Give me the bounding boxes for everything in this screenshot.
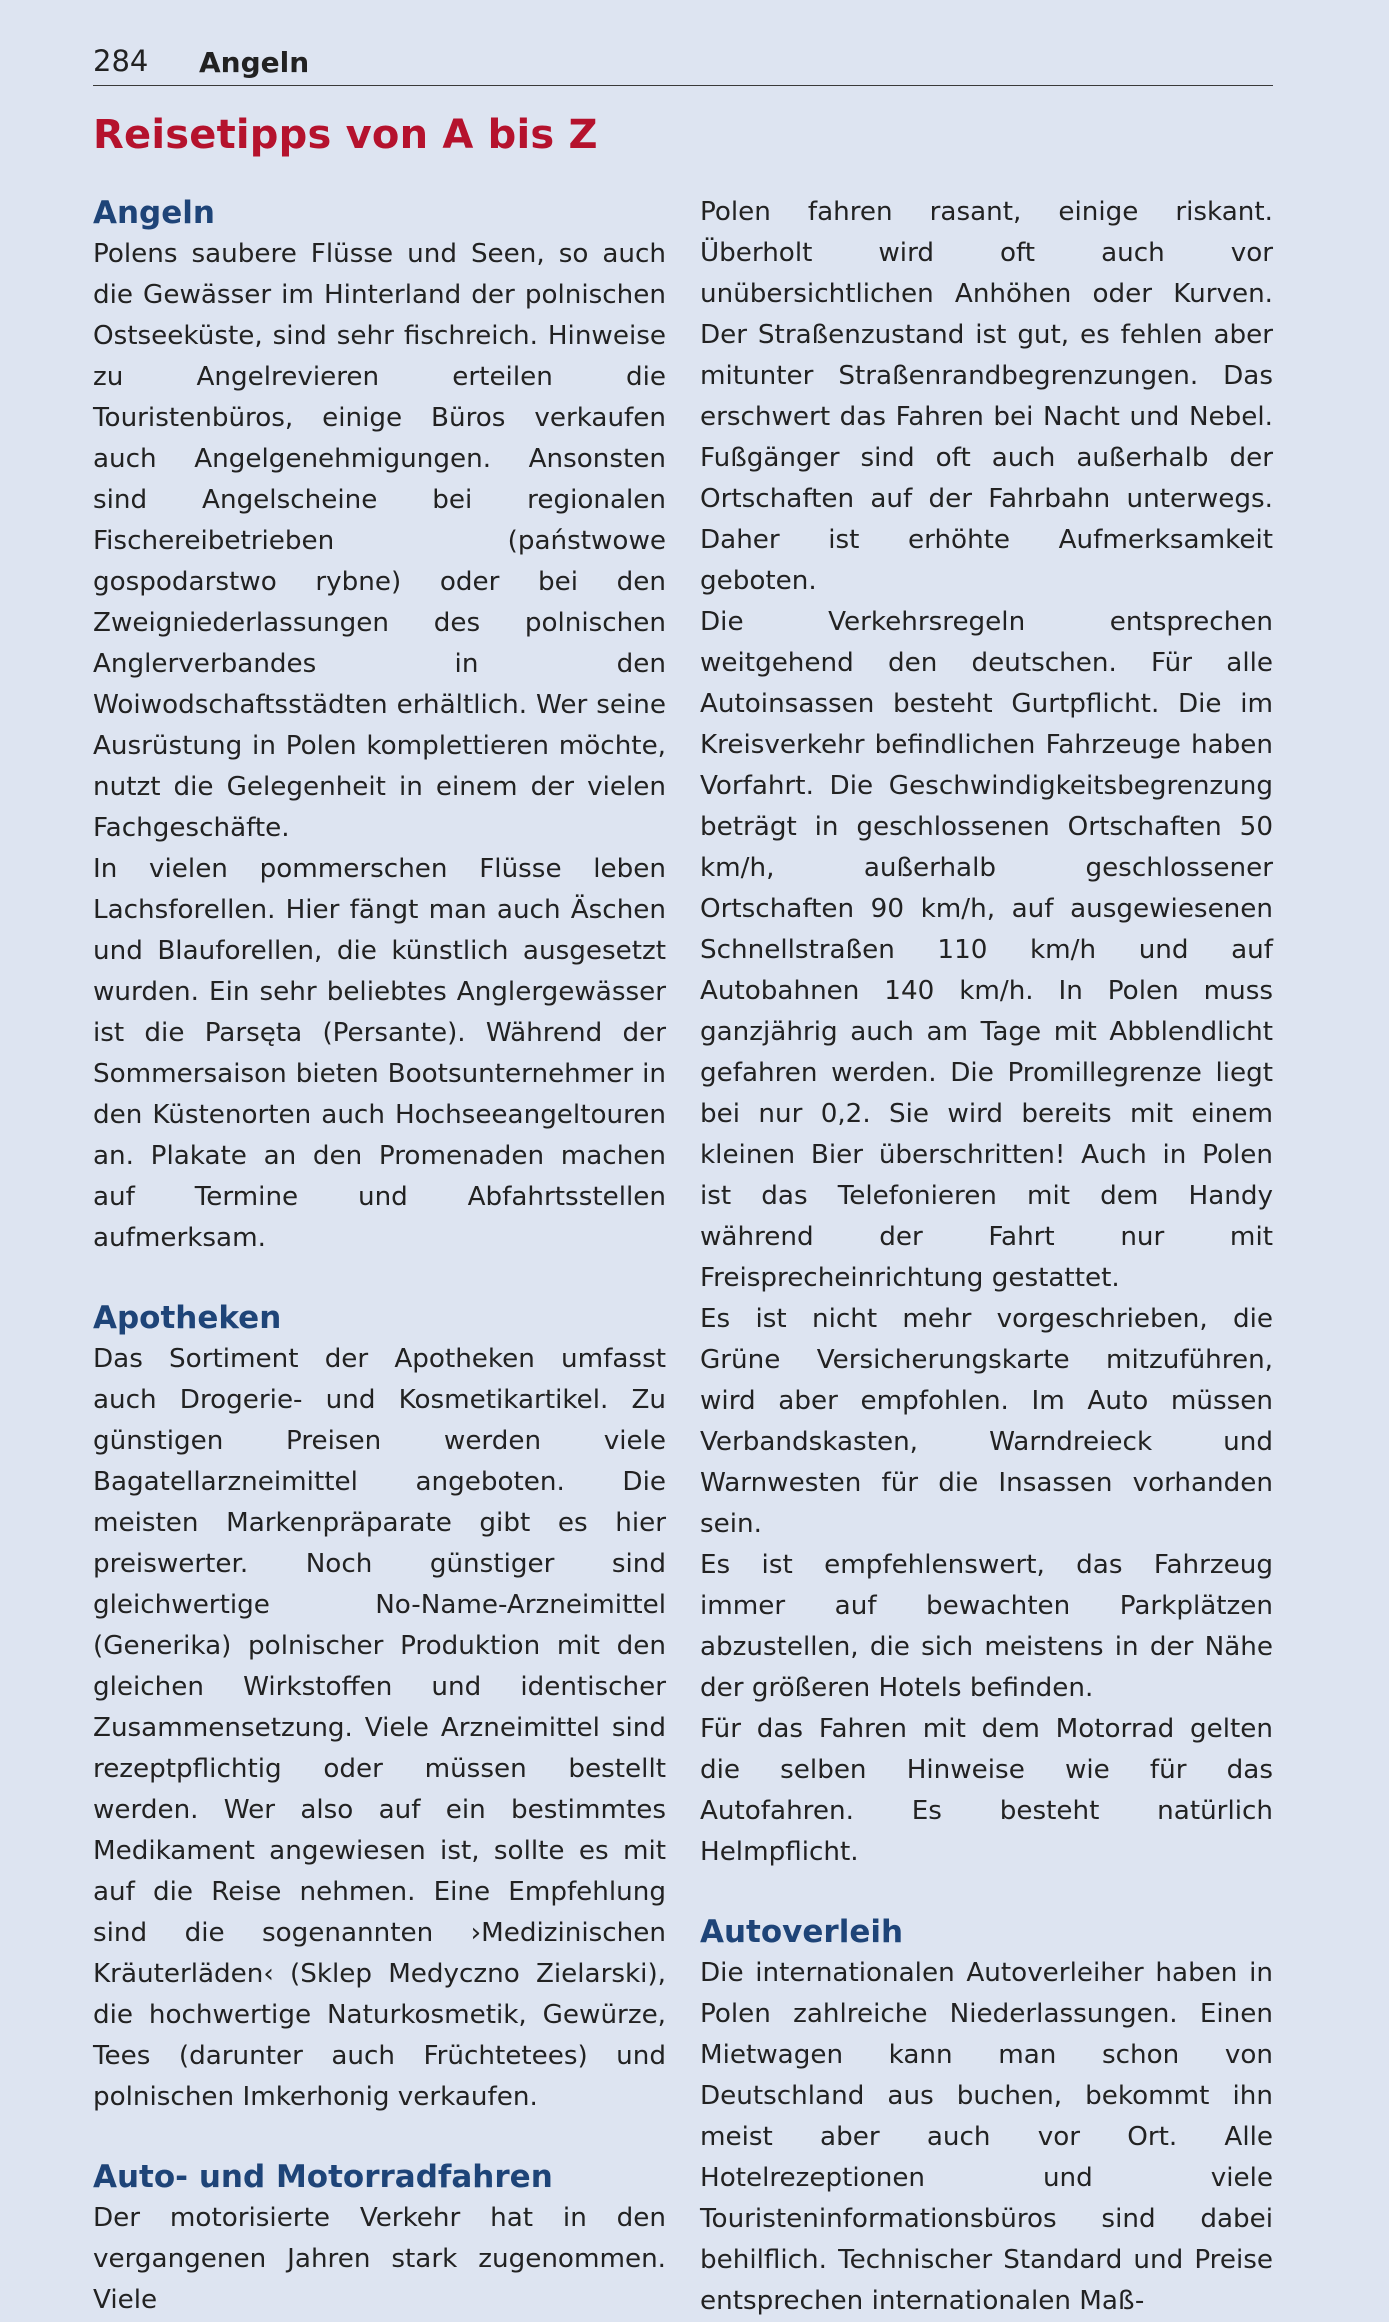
- auto-paragraph-5: Für das Fahren mit dem Motorrad gelten die selben Hinweise wie für das Autofahren. Es besteht natürlich Helmpflicht.: [700, 1714, 1273, 1867]
- auto-paragraph-start: Der motorisierte Verkehr hat in den vergangenen Jahren stark zugenommen. Viele: [93, 2203, 666, 2315]
- page-number: 284: [93, 44, 149, 78]
- section-gap: [93, 2118, 666, 2156]
- main-title: Reisetipps von A bis Z: [93, 112, 598, 158]
- angeln-paragraph-1: Polens saubere Flüsse und Seen, so auch die Gewässer im Hinterland der polnischen Ostseeküste, sind sehr fischreich. Hinweise zu Angelrevieren erteilen die Touristenbüros, einige Büros verkaufen auch Angelgenehmigungen. Ansonsten sind Angelscheine bei regionalen Fischereibetrieben (państwowe gospodarstwo rybne) oder bei den Zweigniederlassungen des polnischen Anglerverbandes in den Woiwodschaftsstädten erhältlich. Wer seine Ausrüstung in Polen komplettieren möchte, nutzt die Gelegenheit in einem der vielen Fachgeschäfte.: [93, 239, 666, 843]
- section-heading-angeln: Angeln: [93, 195, 215, 231]
- section-heading-autoverleih: Autoverleih: [700, 1914, 904, 1950]
- section-heading-apotheken: Apotheken: [93, 1300, 282, 1336]
- right-column: [700, 192, 1273, 2322]
- apotheken-paragraph-1: Das Sortiment der Apotheken umfasst auch Drogerie- und Kosmetikartikel. Zu günstigen Preisen werden viele Bagatellarzneimittel angeboten. Die meisten Markenpräparate gibt es hier preiswerter. Noch günstiger sind gleichwertige No-Name-Arzneimittel (Generika) polnischer Produktion mit den gleichen Wirkstoffen und identischer Zusammensetzung. Viele Arzneimittel sind rezeptpflichtig oder müssen bestellt werden. Wer also auf ein bestimmtes Medikament angewiesen ist, sollte es mit auf die Reise nehmen. Eine Empfehlung sind die sogenannten ›Medizinischen Kräuterläden‹ (Sklep Medyczno Zielarski), die hochwertige Naturkosmetik, Gewürze, Tees (darunter auch Früchtetees) und polnischen Imkerhonig verkaufen.: [93, 1344, 666, 2112]
- page-header: [93, 42, 1273, 86]
- auto-paragraph-4: Es ist empfehlenswert, das Fahrzeug immer auf bewachten Parkplätzen abzustellen, die sich meistens in der Nähe der größeren Hotels befinden.: [700, 1550, 1273, 1703]
- auto-paragraph-2: Die Verkehrsregeln entsprechen weitgehend den deutschen. Für alle Autoinsassen besteht Gurtpflicht. Die im Kreisverkehr befindlichen Fahrzeuge haben Vorfahrt. Die Geschwindigkeitsbegrenzung beträgt in geschlossenen Ortschaften 50 km/h, außerhalb geschlossener Ortschaften 90 km/h, auf ausgewiesenen Schnellstraßen 110 km/h und auf Autobahnen 140 km/h. In Polen muss ganzjährig auch am Tage mit Abblendlicht gefahren werden. Die Promillegrenze liegt bei nur 0,2. Sie wird bereits mit einem kleinen Bier überschritten! Auch in Polen ist das Telefonieren mit dem Handy während der Fahrt nur mit Freisprecheinrichtung gestattet.: [700, 607, 1273, 1293]
- left-column: [93, 192, 666, 2321]
- section-heading-auto: Auto- und Motorradfahren: [93, 2159, 553, 2195]
- section-gap: [700, 1873, 1273, 1911]
- auto-paragraph-3: Es ist nicht mehr vorgeschrieben, die Grüne Versicherungskarte mitzuführen, wird aber empfohlen. Im Auto müssen Verbandskasten, Warndreieck und Warnwesten für die Insassen vorhanden sein.: [700, 1304, 1273, 1539]
- auto-paragraph-continued: Polen fahren rasant, einige riskant. Überholt wird oft auch vor unübersichtlichen Anhöhen oder Kurven. Der Straßenzustand ist gut, es fehlen aber mitunter Straßenrandbegrenzungen. Das erschwert das Fahren bei Nacht und Nebel. Fußgänger sind oft auch außerhalb der Ortschaften auf der Fahrbahn unterwegs. Daher ist erhöhte Aufmerksamkeit geboten.: [700, 197, 1273, 596]
- autoverleih-paragraph: Die internationalen Autoverleiher haben in Polen zahlreiche Niederlassungen. Einen Mietwagen kann man schon von Deutschland aus buchen, bekommt ihn meist aber auch vor Ort. Alle Hotelrezeptionen und viele Touristeninformationsbüros sind dabei behilflich. Technischer Standard und Preise entsprechen internationalen Maß-: [700, 1958, 1273, 2316]
- section-gap: [93, 1259, 666, 1297]
- angeln-paragraph-2: In vielen pommerschen Flüsse leben Lachsforellen. Hier fängt man auch Äschen und Blauforellen, die künstlich ausgesetzt wurden. Ein sehr beliebtes Anglergewässer ist die Parsęta (Persante). Während der Sommersaison bieten Bootsunternehmer in den Küstenorten auch Hochseeangeltouren an. Plakate an den Promenaden machen auf Termine und Abfahrtsstellen aufmerksam.: [93, 854, 666, 1253]
- running-title: Angeln: [199, 46, 310, 79]
